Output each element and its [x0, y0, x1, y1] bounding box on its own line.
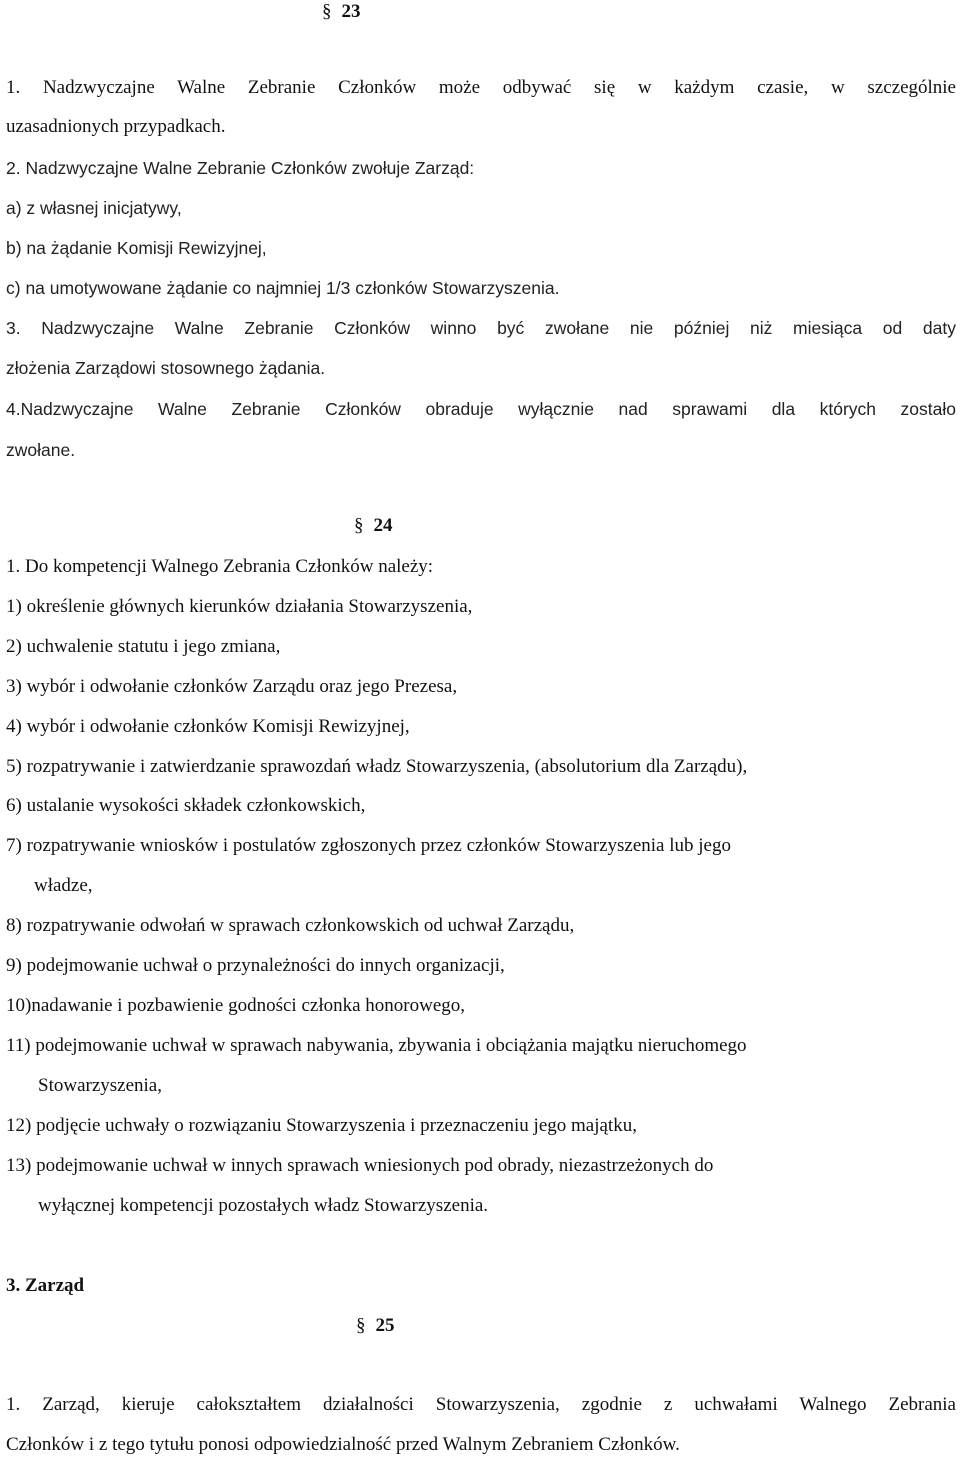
- s24-item-4: 4) wybór i odwołanie członków Komisji Rewizyjnej,: [6, 716, 410, 737]
- s24-item-12: 12) podjęcie uchwały o rozwiązaniu Stowarzyszenia i przeznaczeniu jego majątku,: [6, 1115, 637, 1136]
- paragraph-number: 23: [341, 1, 361, 22]
- paragraph-heading-23: [322, 0, 361, 32]
- s24-item-2: 2) uchwalenie statutu i jego zmiana,: [6, 636, 281, 657]
- s23-line-7: 3. Nadzwyczajne Walne Zebranie Członków winno być zwołane nie później niż miesiąca od daty: [6, 318, 956, 338]
- s24-item-11-cont: Stowarzyszenia,: [38, 1075, 162, 1096]
- s23-line-10: zwołane.: [6, 440, 76, 460]
- section-symbol: §: [322, 1, 332, 22]
- s23-line-5: b) na żądanie Komisji Rewizyjnej,: [6, 238, 267, 258]
- s24-item-8: 8) rozpatrywanie odwołań w sprawach członkowskich od uchwał Zarządu,: [6, 915, 575, 936]
- s24-item-3: 3) wybór i odwołanie członków Zarządu oraz jego Prezesa,: [6, 676, 458, 697]
- section-title-zarzad: 3. Zarząd: [6, 1275, 85, 1296]
- s23-line-8: złożenia Zarządowi stosownego żądania.: [6, 358, 326, 378]
- s24-item-11: 11) podejmowanie uchwał w sprawach nabywania, zbywania i obciążania majątku nieruchomego: [6, 1035, 747, 1056]
- s24-item-10: 10)nadawanie i pozbawienie godności członka honorowego,: [6, 995, 466, 1016]
- s24-item-6: 6) ustalanie wysokości składek członkowskich,: [6, 795, 366, 816]
- paragraph-heading-25: [356, 1306, 395, 1346]
- s25-line-1: 1. Zarząd, kieruje całokształtem działalności Stowarzyszenia, zgodnie z uchwałami Walnego Zebrania: [6, 1394, 956, 1415]
- s24-item-7-cont: władze,: [34, 875, 93, 896]
- s24-item-13: 13) podejmowanie uchwał w innych sprawach wniesionych pod obrady, niezastrzeżonych do: [6, 1155, 714, 1176]
- s24-intro: 1. Do kompetencji Walnego Zebrania Członków należy:: [6, 556, 434, 577]
- s23-line-1: 1. Nadzwyczajne Walne Zebranie Członków może odbywać się w każdym czasie, w szczególnie: [6, 77, 956, 98]
- s24-item-5: 5) rozpatrywanie i zatwierdzanie sprawozdań władz Stowarzyszenia, (absolutorium dla Zarządu),: [6, 756, 748, 777]
- s24-item-9: 9) podejmowanie uchwał o przynależności do innych organizacji,: [6, 955, 505, 976]
- paragraph-number: 24: [373, 515, 393, 536]
- s24-item-13-cont: wyłącznej kompetencji pozostałych władz Stowarzyszenia.: [38, 1195, 489, 1216]
- s23-line-6: c) na umotywowane żądanie co najmniej 1/3 członków Stowarzyszenia.: [6, 278, 560, 298]
- s24-item-1: 1) określenie głównych kierunków działania Stowarzyszenia,: [6, 596, 473, 617]
- s25-line-2: Członków i z tego tytułu ponosi odpowiedzialność przed Walnym Zebraniem Członków.: [6, 1434, 680, 1455]
- s23-line-3: 2. Nadzwyczajne Walne Zebranie Członków zwołuje Zarząd:: [6, 158, 475, 178]
- section-symbol: §: [354, 515, 364, 536]
- s23-line-2: uzasadnionych przypadkach.: [6, 116, 226, 137]
- s23-line-4: a) z własnej inicjatywy,: [6, 198, 182, 218]
- section-symbol: §: [356, 1315, 366, 1336]
- paragraph-heading-24: [354, 506, 393, 546]
- s24-item-7: 7) rozpatrywanie wniosków i postulatów zgłoszonych przez członków Stowarzyszenia lub jego: [6, 835, 731, 856]
- paragraph-number: 25: [375, 1315, 395, 1336]
- s23-line-9: 4.Nadzwyczajne Walne Zebranie Członków obraduje wyłącznie nad sprawami dla których zostało: [6, 399, 956, 419]
